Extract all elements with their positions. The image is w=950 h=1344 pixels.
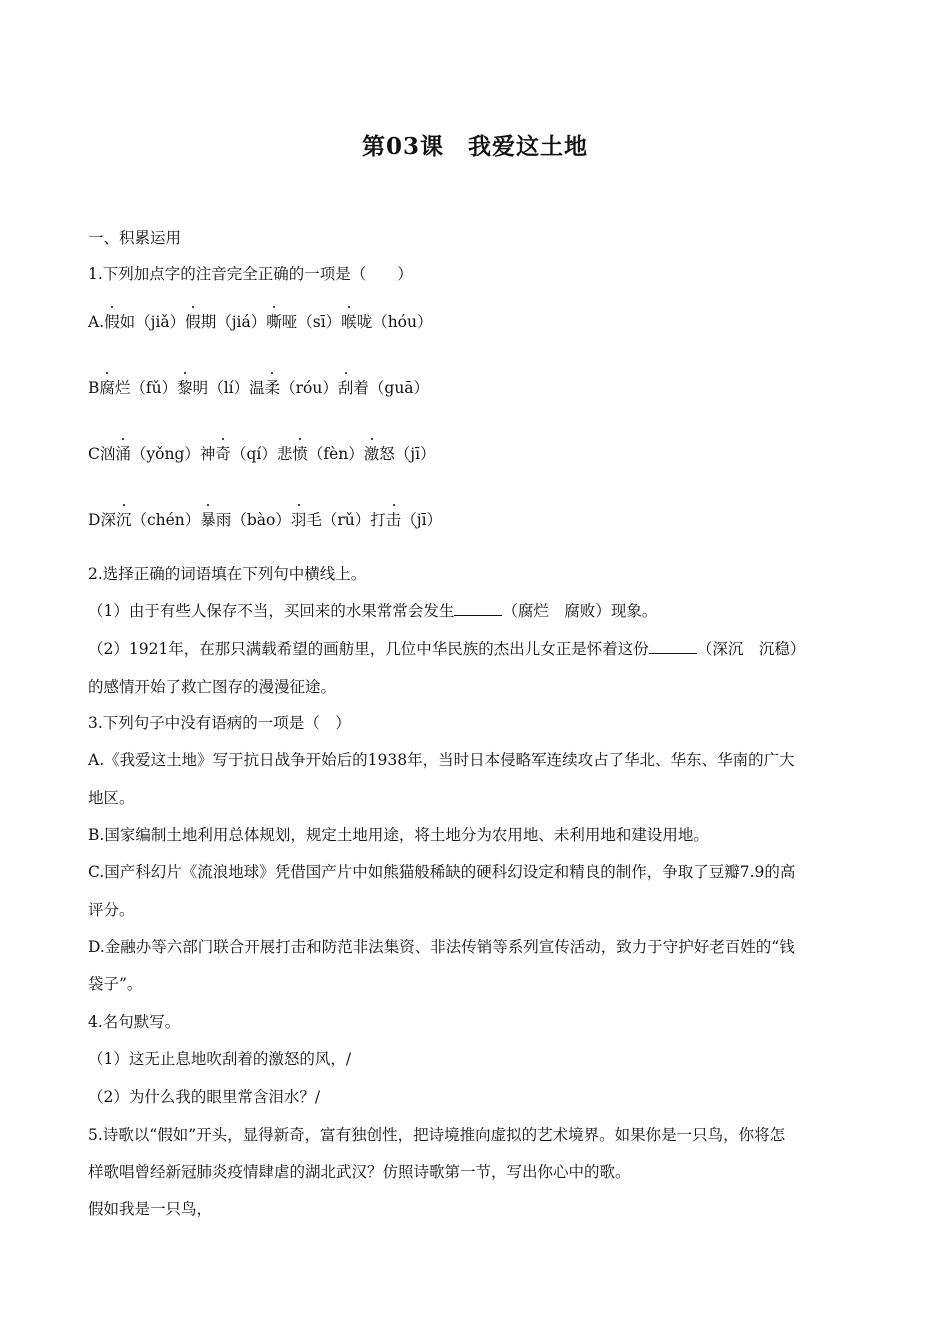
question-1-stem: 1.下列加点字的注音完全正确的一项是（ ）	[88, 265, 413, 283]
option-label: D	[88, 511, 101, 529]
question-3-option-b: B.国家编制土地利用总体规划，规定土地用途，将土地分为农用地、未利用地和建设用地。	[88, 826, 709, 844]
question-3-option-a: A.《我爱这土地》写于抗日战争开始后的1938年，当时日本侵略军连续攻占了华北、华东、华南的广大	[88, 751, 795, 769]
question-1-option-b	[88, 376, 429, 398]
dotted-char: 假	[104, 310, 120, 332]
pinyin: （fèn）	[307, 445, 364, 463]
dotted-char: 假	[185, 310, 201, 332]
char: 温	[249, 379, 265, 397]
pinyin: （chén）	[131, 511, 201, 529]
char: 悲	[276, 445, 293, 463]
dotted-char: 羽	[291, 508, 307, 530]
char: 明	[192, 379, 209, 397]
question-3-option-d-cont: 袋子”。	[88, 975, 143, 993]
question-3-option-a-cont: 地区。	[88, 789, 135, 807]
question-2-sentence-2	[88, 637, 805, 659]
char: 期	[200, 313, 217, 331]
dotted-char: 击	[386, 508, 402, 530]
pinyin: （fǔ）	[130, 379, 178, 397]
answer-blank[interactable]	[454, 601, 502, 616]
question-5-stem-cont: 样歌唱曾经新冠肺炎疫情肆虐的湖北武汉？仿照诗歌第一节，写出你心中的歌。	[88, 1163, 631, 1181]
char: 打	[370, 511, 386, 529]
pinyin: （bào）	[231, 511, 291, 529]
dotted-char: 嘶	[266, 310, 282, 332]
dotted-char: 腐	[99, 376, 115, 398]
char: 烂	[114, 379, 131, 397]
section-heading: 一、积累运用	[88, 229, 182, 247]
dotted-char: 暴	[200, 508, 216, 530]
pinyin: （guā）	[368, 379, 430, 397]
question-3-option-c: C.国产科幻片《流浪地球》凭借国产片中如熊猫般稀缺的硬科幻设定和精良的制作，争取了豆瓣7.9的高	[88, 863, 796, 881]
question-2-stem: 2.选择正确的词语填在下列句中横线上。	[88, 565, 367, 583]
dotted-char: 愤	[292, 442, 308, 464]
pinyin: （qí）	[230, 445, 277, 463]
question-4-stem: 4.名句默写。	[88, 1013, 181, 1031]
char: 怒	[379, 445, 395, 463]
dotted-char: 涌	[115, 442, 131, 464]
question-3-option-c-cont: 评分。	[88, 901, 135, 919]
question-5-poem-start: 假如我是一只鸟，	[88, 1200, 213, 1218]
dotted-char: 激	[364, 442, 380, 464]
option-label: A.	[88, 313, 105, 331]
sentence-options: （深沉 沉稳）	[696, 640, 806, 658]
option-label: B	[88, 379, 100, 397]
question-5-stem: 5.诗歌以“假如”开头，显得新奇，富有独创性，把诗境推向虚拟的艺术境界。如果你是一只鸟，你将怎	[88, 1126, 786, 1144]
char: 咙	[356, 313, 373, 331]
pinyin: （jiá）	[216, 313, 267, 331]
char: 雨	[215, 511, 232, 529]
option-label: C	[88, 445, 100, 463]
char: 汹	[99, 445, 116, 463]
pinyin: （rǔ）	[321, 511, 371, 529]
pinyin: （hóu）	[372, 313, 433, 331]
question-4-line-2: （2）为什么我的眼里常含泪水？/	[88, 1088, 321, 1106]
char: 如	[119, 313, 136, 331]
question-4-line-1: （1）这无止息地吹刮着的激怒的风，/	[88, 1050, 352, 1068]
pinyin: （jī）	[401, 511, 443, 529]
sentence-text: （2）1921年，在那只满载希望的画舫里，几位中华民族的杰出儿女正是怀着这份	[88, 640, 649, 658]
question-2-sentence-1	[88, 599, 657, 621]
char: 深	[100, 511, 116, 529]
pinyin: （róu）	[280, 379, 338, 397]
sentence-options: （腐烂 腐败）现象。	[502, 602, 658, 620]
question-3-option-d: D.金融办等六部门联合开展打击和防范非法集资、非法传销等系列宣传活动，致力于守护好老百姓的“钱	[88, 938, 795, 956]
char: 毛	[306, 511, 322, 529]
dotted-char: 刮	[338, 376, 354, 398]
dotted-char: 柔	[265, 376, 281, 398]
pinyin: （jī）	[394, 445, 436, 463]
sentence-text: （1）由于有些人保存不当，买回来的水果常常会发生	[88, 602, 455, 620]
question-2-sentence-2-cont: 的感情开始了救亡图存的漫漫征途。	[88, 678, 337, 696]
pinyin: （jiǎ）	[135, 313, 186, 331]
char: 着	[353, 379, 369, 397]
dotted-char: 奇	[215, 442, 231, 464]
pinyin: （sī）	[297, 313, 342, 331]
char: 神	[199, 445, 216, 463]
char: 哑	[281, 313, 298, 331]
dotted-char: 沉	[116, 508, 132, 530]
dotted-char: 黎	[177, 376, 193, 398]
question-1-option-a	[88, 310, 433, 332]
answer-blank[interactable]	[649, 639, 697, 654]
pinyin: （lí）	[208, 379, 250, 397]
question-1-option-d	[88, 508, 442, 530]
dotted-char: 喉	[341, 310, 357, 332]
page-title: 第03课 我爱这土地	[361, 133, 588, 160]
pinyin: （yǒng）	[130, 445, 200, 463]
question-3-stem: 3.下列句子中没有语病的一项是（ ）	[88, 714, 351, 732]
question-1-option-c	[88, 442, 436, 464]
